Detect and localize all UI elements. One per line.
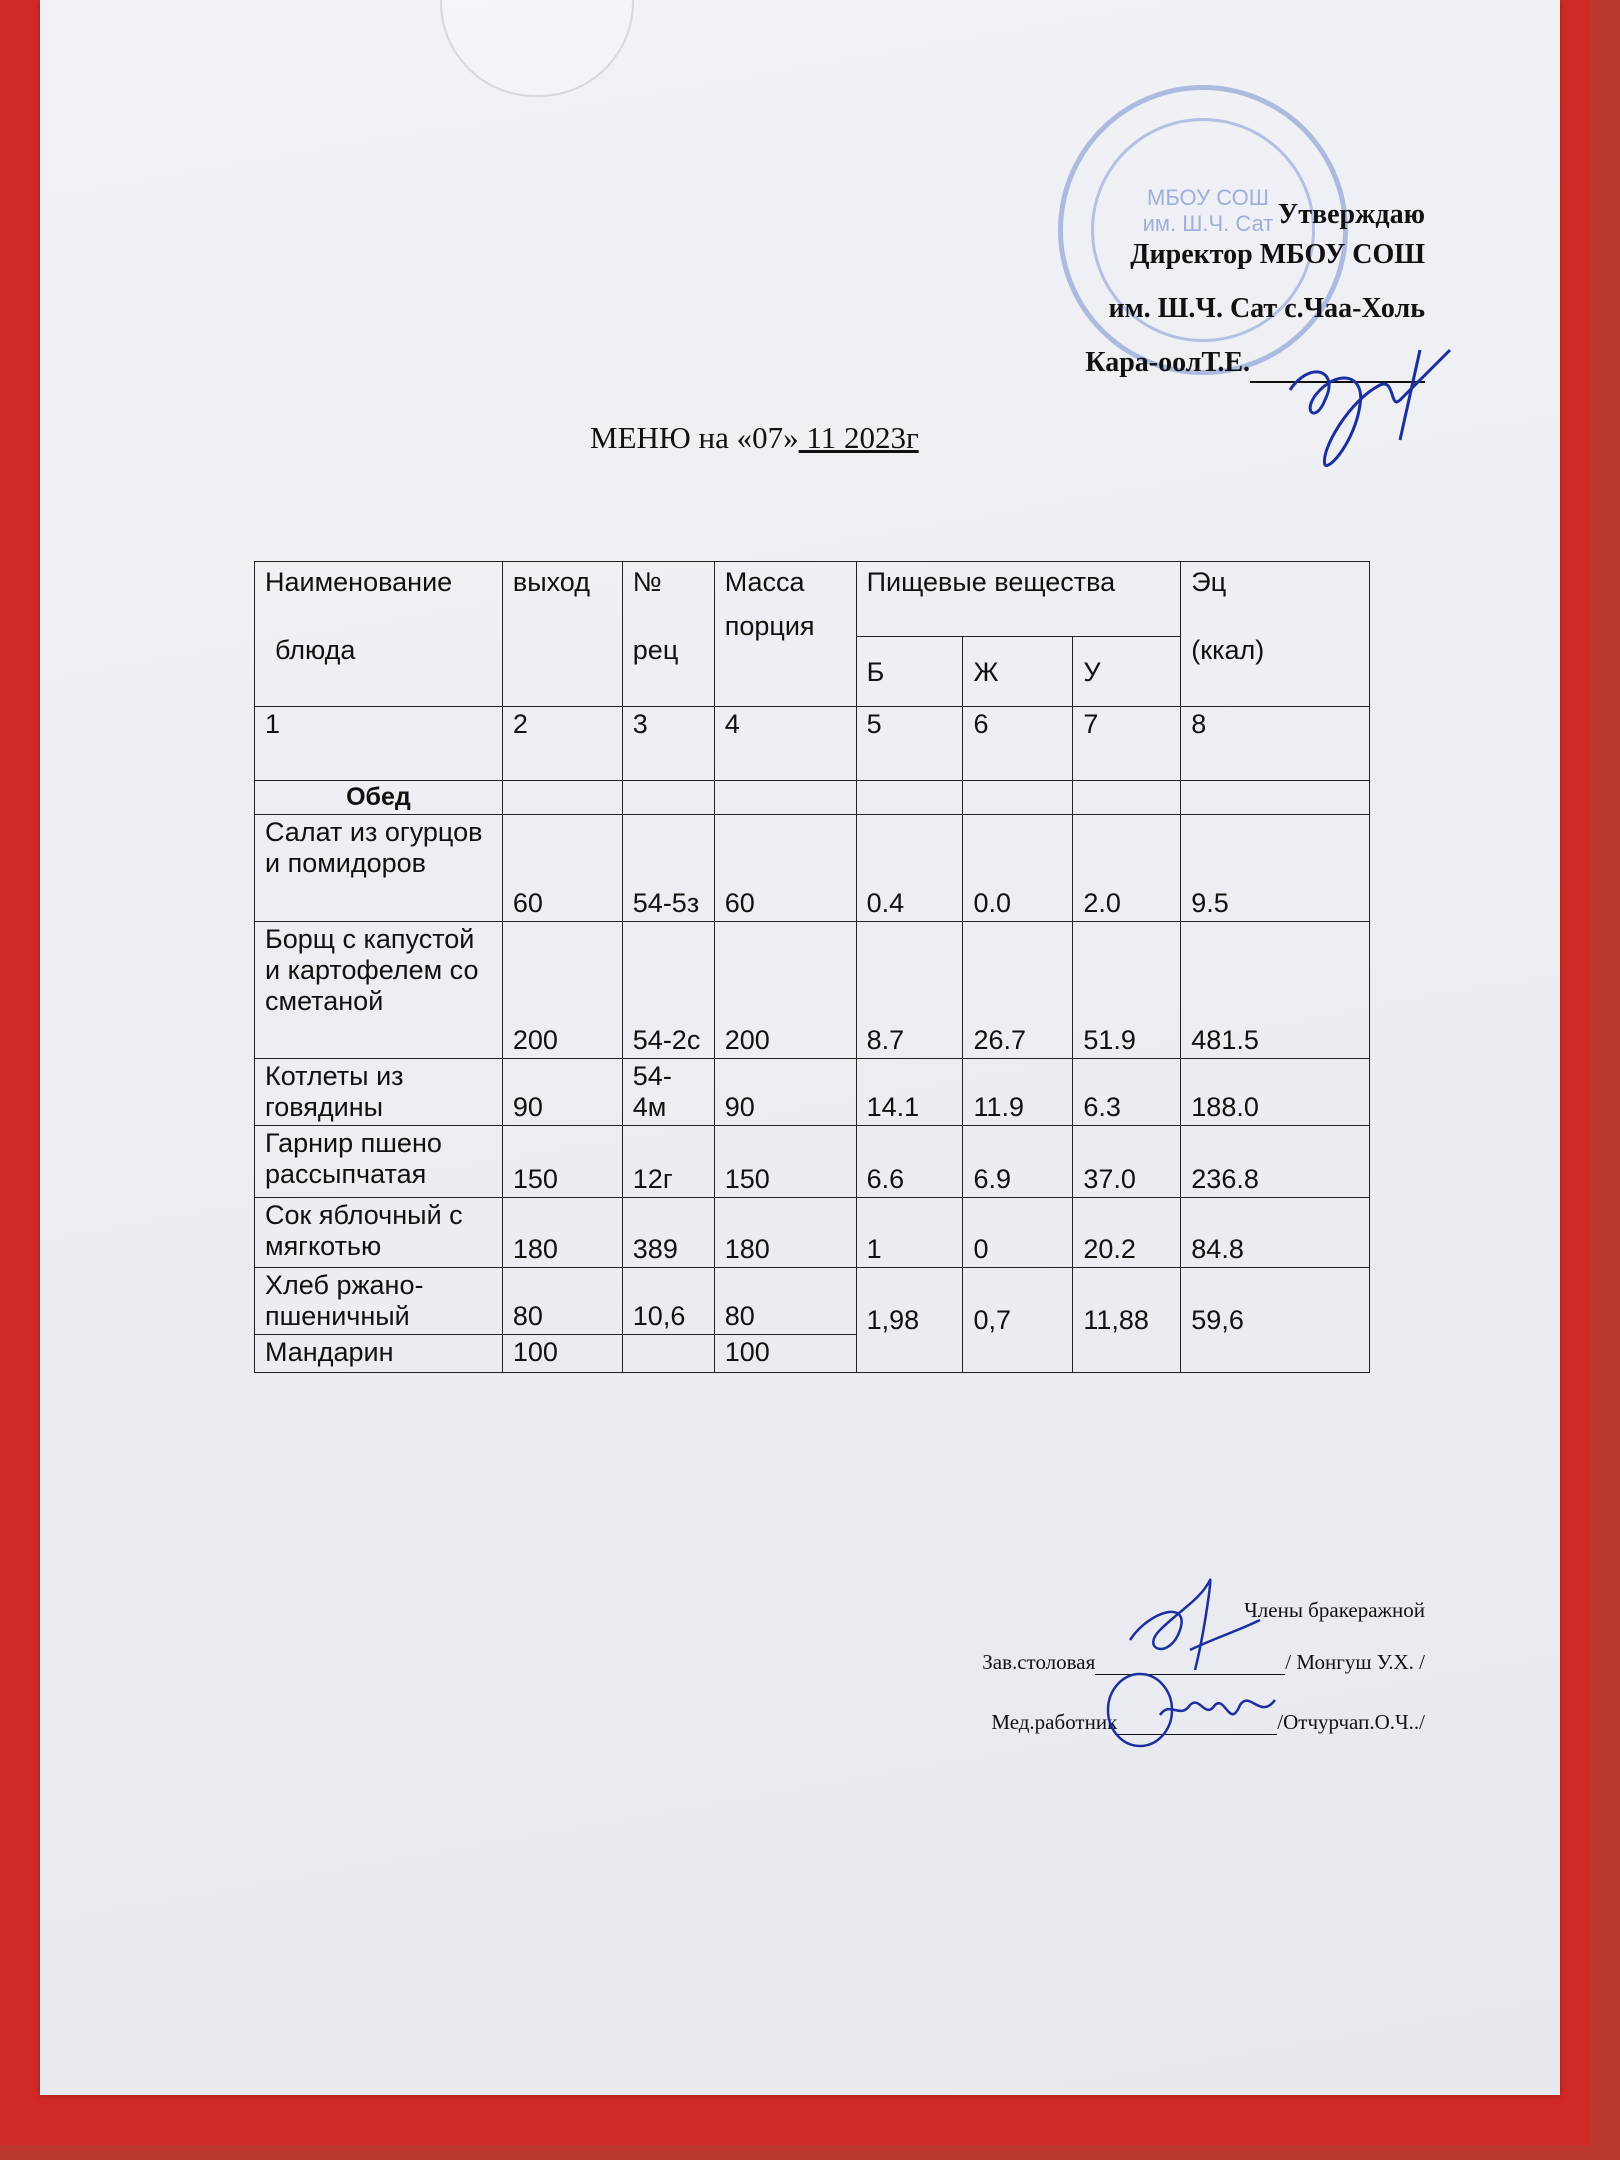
dish-mass: 60	[714, 815, 856, 922]
dish-energy: 9.5	[1181, 815, 1370, 922]
dish-fat: 11.9	[963, 1059, 1073, 1126]
approval-name: Кара-оолТ.Е.	[1085, 347, 1250, 378]
dish-energy: 188.0	[1181, 1059, 1370, 1126]
approval-school: им. Ш.Ч. Сат с.Чаа-Холь	[1108, 293, 1425, 324]
dish-yield: 80	[502, 1268, 622, 1335]
col-number: 6	[963, 707, 1073, 781]
commission-title	[1244, 1598, 1425, 1623]
dish-recipe: 54-2с	[622, 922, 714, 1059]
canteen-label: Зав.столовая	[982, 1650, 1096, 1674]
dish-yield: 200	[502, 922, 622, 1059]
empty-cell	[856, 781, 963, 815]
header-nutrients: Пищевые вещества	[856, 562, 1181, 637]
col-number: 7	[1073, 707, 1181, 781]
medic-signature	[1100, 1660, 1290, 1760]
header-fat: Ж	[963, 637, 1073, 707]
dish-recipe: 54-5з	[622, 815, 714, 922]
dish-carbs: 6.3	[1073, 1059, 1181, 1126]
dish-mass: 180	[714, 1198, 856, 1268]
header-name-top: Наименование	[265, 567, 453, 597]
header-protein: Б	[856, 637, 963, 707]
table-row	[255, 922, 1370, 1059]
section-row	[255, 781, 1370, 815]
empty-cell	[1181, 781, 1370, 815]
medic-name: /Отчурчап.О.Ч../	[1277, 1710, 1425, 1734]
director-signature	[1270, 330, 1460, 480]
commission-label: Члены бракеражной	[1244, 1598, 1425, 1622]
header-energy	[1181, 562, 1370, 707]
dish-energy: 59,6	[1181, 1268, 1370, 1373]
stamp-text: МБОУ СОШ им. Ш.Ч. Сат	[1142, 185, 1274, 236]
header-carbs: У	[1073, 637, 1181, 707]
dish-name: Гарнир пшено рассыпчатая	[255, 1126, 503, 1198]
table-row	[255, 1126, 1370, 1198]
dish-name: Хлеб ржано-пшеничный	[255, 1268, 503, 1335]
dish-protein: 8.7	[856, 922, 963, 1059]
table-row	[255, 1268, 1370, 1335]
header-energy-top: Эц	[1191, 567, 1227, 597]
table-row	[255, 1198, 1370, 1268]
approval-position: Директор МБОУ СОШ	[1130, 239, 1425, 270]
header-mass	[714, 562, 856, 707]
dish-mass: 90	[714, 1059, 856, 1126]
header-name	[255, 562, 503, 707]
dish-yield: 150	[502, 1126, 622, 1198]
dish-yield: 100	[502, 1335, 622, 1373]
empty-cell	[714, 781, 856, 815]
dish-energy: 236.8	[1181, 1126, 1370, 1198]
header-mass-top: Масса	[724, 567, 805, 597]
dish-name: Сок яблочный с мягкотью	[255, 1198, 503, 1268]
empty-cell	[1073, 781, 1181, 815]
dish-mass: 100	[714, 1335, 856, 1373]
approval-title: Утверждаю	[1277, 199, 1425, 230]
dish-energy: 481.5	[1181, 922, 1370, 1059]
dish-fat: 0	[963, 1198, 1073, 1268]
menu-table	[254, 561, 1370, 1373]
canteen-name: / Монгуш У.Х. /	[1285, 1650, 1425, 1674]
page-title	[590, 420, 919, 456]
empty-cell	[502, 781, 622, 815]
header-mass-bottom: порция	[724, 611, 815, 641]
dish-yield: 180	[502, 1198, 622, 1268]
title-date: 11 2023г	[798, 420, 919, 455]
dish-fat: 0,7	[963, 1268, 1073, 1373]
header-name-bottom: блюда	[275, 635, 356, 665]
dish-name: Котлеты из говядины	[255, 1059, 503, 1126]
sheet-protector-notch	[440, 0, 634, 97]
col-number: 5	[856, 707, 963, 781]
dish-carbs: 37.0	[1073, 1126, 1181, 1198]
header-yield: выход	[502, 562, 622, 707]
dish-yield: 60	[502, 815, 622, 922]
dish-recipe	[622, 1335, 714, 1373]
dish-fat: 0.0	[963, 815, 1073, 922]
dish-name: Салат из огурцов и помидоров	[255, 815, 503, 922]
dish-carbs: 11,88	[1073, 1268, 1181, 1373]
dish-recipe: 54-4м	[622, 1059, 714, 1126]
dish-recipe: 389	[622, 1198, 714, 1268]
dish-mass: 80	[714, 1268, 856, 1335]
empty-cell	[963, 781, 1073, 815]
dish-protein: 6.6	[856, 1126, 963, 1198]
col-number: 1	[255, 707, 503, 781]
dish-protein: 0.4	[856, 815, 963, 922]
dish-name: Борщ с капустой и картофелем со сметаной	[255, 922, 503, 1059]
col-number: 3	[622, 707, 714, 781]
header-recipe-bottom: рец	[632, 635, 679, 665]
dish-recipe: 10,6	[622, 1268, 714, 1335]
column-numbers-row	[255, 707, 1370, 781]
dish-protein: 14.1	[856, 1059, 963, 1126]
dish-name: Мандарин	[255, 1335, 503, 1373]
medic-label: Мед.работник	[991, 1710, 1118, 1734]
dish-energy: 84.8	[1181, 1198, 1370, 1268]
col-number: 8	[1181, 707, 1370, 781]
header-recipe-top: №	[632, 567, 662, 597]
header-energy-bottom: (ккал)	[1191, 635, 1265, 665]
dish-carbs: 20.2	[1073, 1198, 1181, 1268]
table-row	[255, 815, 1370, 922]
dish-fat: 6.9	[963, 1126, 1073, 1198]
dish-protein: 1	[856, 1198, 963, 1268]
empty-cell	[622, 781, 714, 815]
dish-carbs: 2.0	[1073, 815, 1181, 922]
dish-carbs: 51.9	[1073, 922, 1181, 1059]
dish-fat: 26.7	[963, 922, 1073, 1059]
header-recipe	[622, 562, 714, 707]
table-row	[255, 1059, 1370, 1126]
dish-recipe: 12г	[622, 1126, 714, 1198]
dish-protein: 1,98	[856, 1268, 963, 1373]
dish-mass: 150	[714, 1126, 856, 1198]
col-number: 2	[502, 707, 622, 781]
col-number: 4	[714, 707, 856, 781]
title-prefix: МЕНЮ на «07»	[590, 420, 799, 455]
dish-yield: 90	[502, 1059, 622, 1126]
header-row	[255, 562, 1370, 637]
dish-mass: 200	[714, 922, 856, 1059]
section-label: Обед	[255, 781, 503, 815]
